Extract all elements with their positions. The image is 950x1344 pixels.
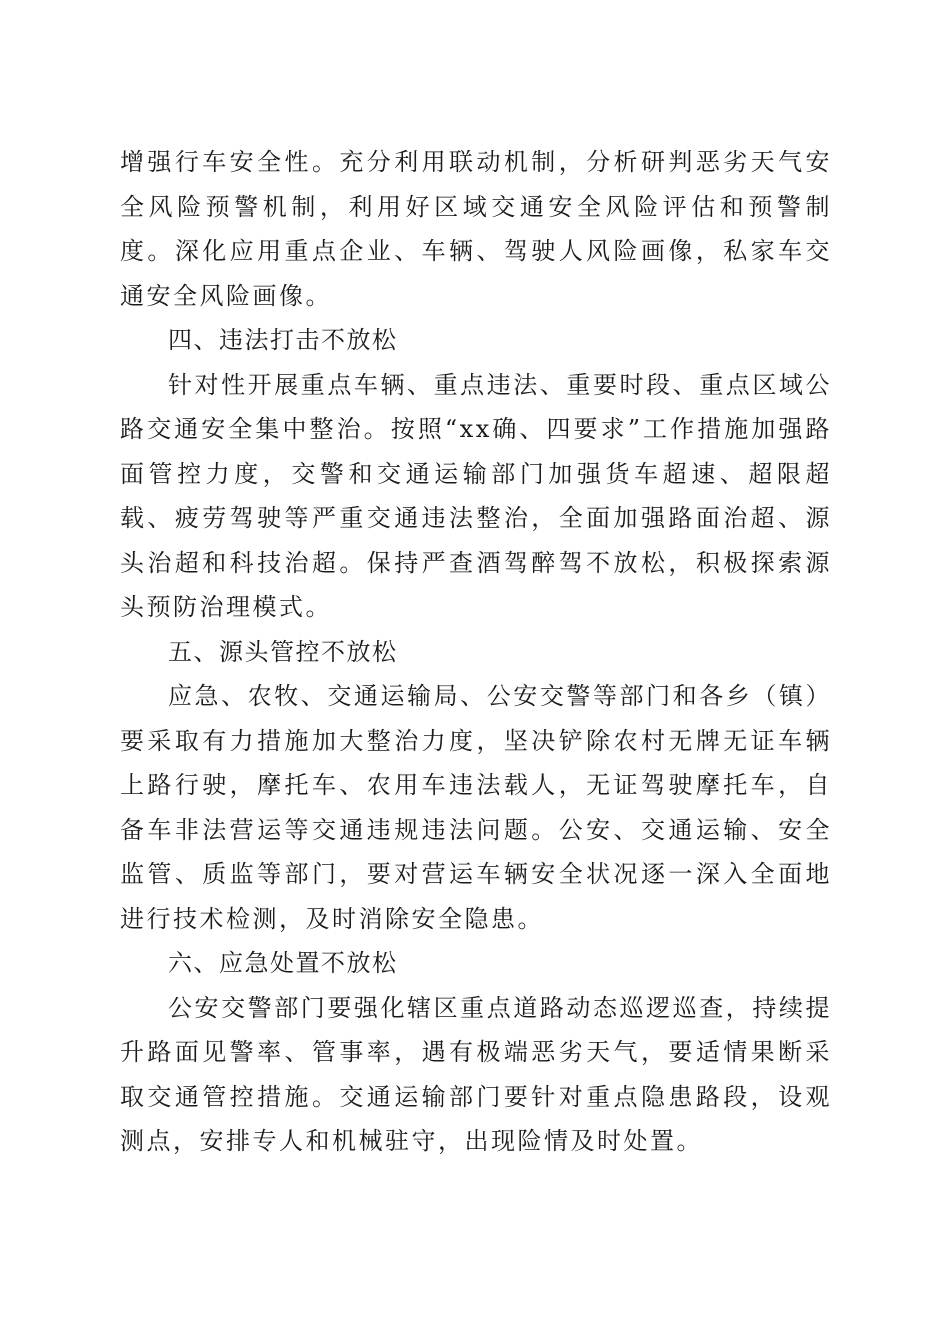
paragraph-continued: 增强行车安全性。充分利用联动机制，分析研判恶劣天气安全风险预警机制，利用好区域交通安全风险评估和预警制度。深化应用重点企业、车辆、驾驶人风险画像，私家车交通安全风险画像。 [120,148,832,310]
document-body [120,140,832,1164]
section-heading-5: 五、源头管控不放松 [168,637,398,666]
section-heading-4: 四、违法打击不放松 [168,326,398,354]
paragraph-section-5: 应急、农牧、交通运输局、公安交警等部门和各乡（镇）要采取有力措施加大整治力度，坚决铲除农村无牌无证车辆上路行驶，摩托车、农用车违法载人，无证驾驶摩托车，自备车非法营运等交通违规违法问题。公安、交通运输、安全监管、质监等部门，要对营运车辆安全状况逐一深入全面地进行技术检测，及时消除安全隐患。 [120,682,832,933]
paragraph-section-6: 公安交警部门要强化辖区重点道路动态巡逻巡查，持续提升路面见警率、管事率，遇有极端恶劣天气，要适情果断采取交通管控措施。交通运输部门要针对重点隐患路段，设观测点，安排专人和机械驻守，出现险情及时处置。 [120,993,832,1155]
paragraph-section-4: 针对性开展重点车辆、重点违法、重要时段、重点区域公路交通安全集中整治。按照“xx确、四要求”工作措施加强路面管控力度，交警和交通运输部门加强货车超速、超限超载、疲劳驾驶等严重交通违法整治，全面加强路面治超、源头治超和科技治超。保持严查酒驾醉驾不放松，积极探索源头预防治理模式。 [120,370,832,621]
section-heading-6: 六、应急处置不放松 [168,949,398,977]
